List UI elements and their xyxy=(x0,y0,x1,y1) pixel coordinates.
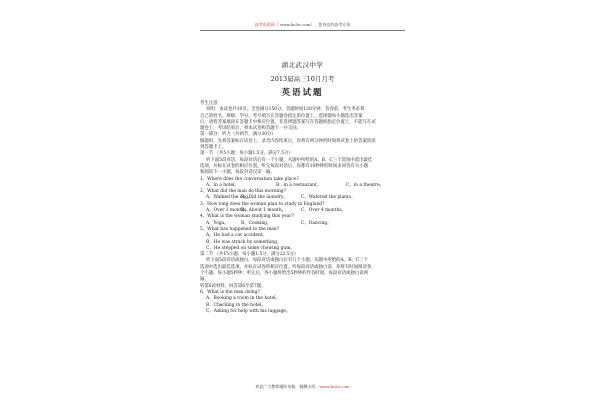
section2-instr: 个小题，每小题5秒钟；听完后，各小题将给出5秒钟的作答时间，每段对话或独白读两 xyxy=(200,271,369,277)
section1-instr: 选项，并标在试卷的相应位置。听完每段对话后，你都有10秒钟的时间来回答有关小题 xyxy=(200,163,369,169)
option-a: A、Yoga。 xyxy=(206,220,229,226)
option-c: C、He stepped on some chewing gum。 xyxy=(206,245,295,251)
question-2: 2、What did the man do this morning? xyxy=(200,189,286,195)
option-b: B、Checking in the hotel。 xyxy=(206,302,266,308)
subject-title: 英语试题 xyxy=(281,88,324,98)
option-b: B、in a restaurant。 xyxy=(276,182,322,188)
question-1: 1、Where does the conversation take place? xyxy=(200,176,299,182)
exam-title: 2013届高三10月月考 xyxy=(270,75,335,83)
header-brand[interactable]: 高考资源网 xyxy=(254,22,275,27)
option-a: A、Walked the dog。 xyxy=(206,195,253,201)
option-b: B、Cooking。 xyxy=(241,220,272,226)
header-text: （ www.ks5u.com），您身边的高考专家 xyxy=(274,22,351,27)
exam-page xyxy=(200,22,405,394)
notice-line: 后，请将答案填涂在答题卡中相应位置，非选择题答案写在答题纸指定位置上，不能写在试 xyxy=(200,119,376,125)
notice-line: 说明：本试卷共10页，全卷满分150分，答题时间120分钟，答卷前，考生务必将 xyxy=(206,107,365,113)
option-a: A、in a hotel。 xyxy=(206,182,239,188)
notice-line: 题卷上，考试结束后，将本试卷和答题卡一并交回。 xyxy=(200,126,301,132)
part1-heading: 第一部分：听力（共两节，满分30分） xyxy=(200,132,276,138)
option-b: B、He was struck by something。 xyxy=(206,239,282,245)
section1-heading: 第一节 （共5小题；每小题1.5分，满分7.5分） xyxy=(200,151,293,157)
section1-instr: 听下面5段对话，每段对话后有一个小题，从题中所给的A、B、C三个选项中选出最佳 xyxy=(206,157,373,163)
part1-instr: 做题时，先将答案标在试卷上，录音内容结束后，你将有两分钟的时间将试卷上的答案转涂 xyxy=(200,138,376,144)
question-5: 5、What has happened to the man? xyxy=(200,226,280,232)
question-6: 6、What is the man doing? xyxy=(200,289,260,295)
option-c: C、Watered the plants。 xyxy=(301,195,356,201)
school-title: 湖北武汉中学 xyxy=(281,61,324,69)
section2-heading: 第二节 （共15小题；每小题1.5分，满分22.5分） xyxy=(200,252,299,258)
section2-instr: 选项中选出最佳选项，并标在试卷的相应位置。听每段对话或独白前，你将有时间阅读各 xyxy=(200,264,372,270)
footer-url[interactable]: www.ks5u.com xyxy=(319,384,350,389)
question-4: 4、What is the woman studying this year? xyxy=(200,214,294,220)
section1-instr: 和阅读下一小题，每段对话仅读一遍。 xyxy=(200,170,275,176)
notice-line: 自己的姓名、班级、学号、考号填写在答题卷指定的位置上。选择题每小题选出答案 xyxy=(200,113,363,119)
option-c: C、Asking for help with his luggage。 xyxy=(206,308,291,314)
option-a: A、Booking a room in the hotel。 xyxy=(206,296,280,302)
option-c: C、in a theatre。 xyxy=(346,182,385,188)
section2-instr: 遍。 xyxy=(200,277,209,283)
exam-body xyxy=(200,101,405,315)
option-c: C、Dancing。 xyxy=(301,220,332,226)
material-note: 听第6段材料，回答第6至第7题。 xyxy=(200,283,266,289)
option-b: B、About 1 month。 xyxy=(241,208,287,214)
header-rule xyxy=(200,30,405,31)
option-c: C、Over 4 months。 xyxy=(301,208,346,214)
question-3: 3、How long does the woman plan to study in England? xyxy=(200,201,325,207)
notice-heading: 考生注意： xyxy=(200,101,222,106)
option-b: B、Did the laundry。 xyxy=(241,195,288,201)
page-footer xyxy=(200,384,405,390)
option-a: A、Over 3 months。 xyxy=(206,208,251,214)
page-header xyxy=(200,22,405,28)
option-a: A、He had a car accident。 xyxy=(206,233,267,239)
footer-text: 欢迎广大教师踊跃来稿，稿酬丰厚。 xyxy=(255,384,320,389)
section2-instr: 听下面5段对话或独白，每段对话或独白后有几个小题，从题中所给的A、B、C三个 xyxy=(206,258,368,264)
part1-instr: 到答题卡上。 xyxy=(200,145,227,151)
